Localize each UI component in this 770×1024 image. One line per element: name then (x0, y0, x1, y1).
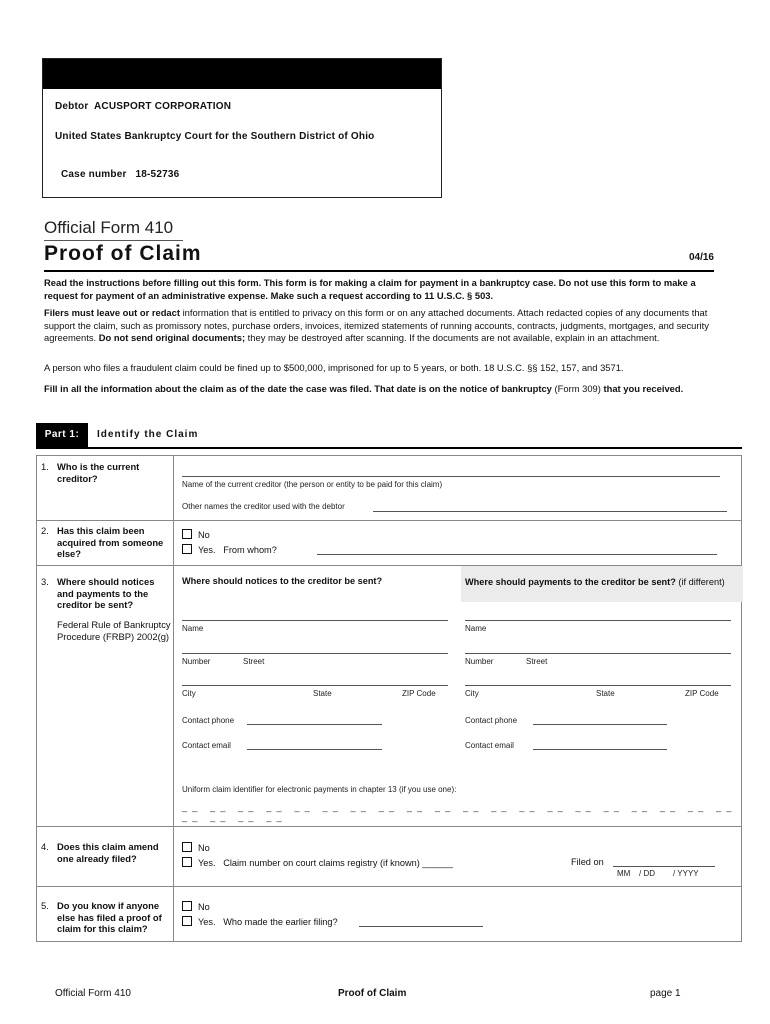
instructions-p3: A person who files a fraudulent claim could be fined up to $500,000, imprisoned for up to 5 years, or both. 18 U.S.C. §§ 152, 157, and 3571. (44, 362, 624, 373)
case-header-box (42, 58, 442, 198)
q4-yes-label: Yes. (198, 858, 216, 868)
other-names-input[interactable] (373, 511, 727, 512)
q4-yes-option[interactable] (182, 857, 453, 868)
uci-label: Uniform claim identifier for electronic payments in chapter 13 (if you use one): (182, 785, 457, 794)
redact-bold: Filers must leave out or redact (44, 307, 180, 318)
debtor-name: ACUSPORT CORPORATION (94, 101, 232, 112)
part-1-rule (36, 447, 742, 449)
q5-yes-checkbox[interactable] (182, 916, 192, 926)
row-divider-1 (37, 520, 741, 521)
q2-yes-checkbox[interactable] (182, 544, 192, 554)
payments-email-input[interactable] (533, 749, 667, 750)
notices-zip-label: ZIP Code (402, 689, 436, 698)
q5-question: Do you know if anyone else has filed a proof of claim for this claim? (57, 900, 162, 934)
case-number: 18-52736 (135, 169, 180, 180)
notices-state-label: State (313, 689, 332, 698)
payments-phone-input[interactable] (533, 724, 667, 725)
payments-heading (465, 576, 737, 588)
payments-zip-label: ZIP Code (685, 689, 719, 698)
row-divider-3 (37, 826, 741, 827)
earlier-filing-label: Who made the earlier filing? (223, 917, 338, 927)
row-divider-4 (37, 886, 741, 887)
q1-question: Who is the current creditor? (57, 461, 140, 484)
notices-city-input[interactable] (182, 685, 448, 686)
form-number: Official Form 410 (44, 218, 174, 237)
q2-yes-label: Yes. (198, 545, 216, 555)
footer-title: Proof of Claim (338, 988, 407, 999)
q2-yes-option[interactable] (182, 544, 277, 555)
fill-in-bold: Fill in all the information about the claim as of the date the case was filed. That date is on the notice of bankruptcy (44, 383, 552, 394)
case-number-line (61, 169, 179, 180)
notices-city-label: City (182, 689, 196, 698)
q2-no-label: No (198, 530, 210, 540)
q5-no-label: No (198, 902, 210, 912)
redact-text: information that is entitled to privacy on this form or on any attached documents. Attach redacted copies of any documents that support the claim, such as promissory notes, purchase orders, invoices, itemized statements of running accounts, contracts, judgments, mortgages, and security agreements. (44, 307, 709, 343)
q4-no-checkbox[interactable] (182, 842, 192, 852)
payments-city-label: City (465, 689, 479, 698)
notices-name-input[interactable] (182, 620, 448, 621)
q4-yes-checkbox[interactable] (182, 857, 192, 867)
case-label: Case number (61, 169, 127, 180)
filed-on-input[interactable] (613, 866, 715, 867)
creditor-name-caption: Name of the current creditor (the person or entity to be paid for this claim) (182, 480, 443, 489)
q5-yes-label: Yes. (198, 917, 216, 927)
form-309-ref: (Form 309) (551, 383, 604, 394)
part-1-title: Identify the Claim (97, 429, 199, 440)
debtor-line (55, 101, 231, 112)
payments-name-label: Name (465, 624, 487, 633)
instructions-p2 (44, 307, 718, 345)
grid-divider (173, 456, 174, 941)
q3-question: Where should notices and payments to the creditor be sent? (57, 576, 155, 610)
part-1-tag: Part 1: (36, 423, 88, 447)
creditor-name-input[interactable] (182, 476, 720, 477)
footer-form-number: Official Form 410 (55, 988, 131, 999)
notices-heading: Where should notices to the creditor be sent? (182, 576, 383, 586)
q2-no-checkbox[interactable] (182, 529, 192, 539)
q4-no-option[interactable] (182, 842, 210, 853)
q5-yes-option[interactable] (182, 916, 338, 927)
instructions-p4 (44, 383, 718, 396)
notices-street-label: Street (243, 657, 265, 666)
part-1-grid (36, 455, 742, 942)
court-name: United States Bankruptcy Court for the Southern District of Ohio (55, 131, 375, 142)
yyyy-caption: / YYYY (673, 869, 699, 878)
notices-email-label: Contact email (182, 741, 231, 750)
q1-number: 1. (41, 461, 49, 472)
notices-email-input[interactable] (247, 749, 382, 750)
payments-city-input[interactable] (465, 685, 731, 686)
payments-heading-bold: Where should payments to the creditor be sent? (465, 577, 676, 587)
payments-number-label: Number (465, 657, 494, 666)
payments-street-input[interactable] (465, 653, 731, 654)
received-bold: that you received. (603, 383, 684, 394)
q4-no-label: No (198, 843, 210, 853)
notices-phone-label: Contact phone (182, 716, 235, 725)
instructions-p1: Read the instructions before filling out this form. This form is for making a claim for payment in a bankruptcy case. Do not use this form to make a request for payment of an administrative expense. Make such a request according to 11 U.S.C. § 503. (44, 277, 696, 301)
form-number-rule (44, 240, 183, 241)
dd-caption: / DD (639, 869, 655, 878)
form-title: Proof of Claim (44, 242, 202, 265)
payments-street-label: Street (526, 657, 548, 666)
from-whom-input[interactable] (317, 554, 717, 555)
payments-heading-rest: (if different) (675, 577, 725, 587)
q2-question: Has this claim been acquired from someone else? (57, 525, 164, 559)
q2-number: 2. (41, 525, 49, 536)
debtor-label: Debtor (55, 101, 89, 112)
q5-no-option[interactable] (182, 901, 210, 912)
q4-number: 4. (41, 841, 49, 852)
notices-street-input[interactable] (182, 653, 448, 654)
other-names-label: Other names the creditor used with the debtor (182, 502, 345, 511)
notices-name-label: Name (182, 624, 204, 633)
frbp-note: Federal Rule of Bankruptcy Procedure (FRBP) 2002(g) (57, 619, 171, 642)
form-revision: 04/16 (688, 252, 714, 263)
payments-name-input[interactable] (465, 620, 731, 621)
payments-email-label: Contact email (465, 741, 514, 750)
mm-caption: MM (617, 869, 631, 878)
earlier-filing-input[interactable] (359, 926, 483, 927)
uci-input[interactable]: __ __ __ __ __ __ __ __ __ __ __ __ __ __ __ __ __ __ __ __ __ __ __ __ (182, 802, 737, 822)
title-rule (44, 270, 714, 272)
filed-on-label: Filed on (571, 857, 604, 867)
footer-page: page 1 (650, 988, 681, 999)
no-originals-text: they may be destroyed after scanning. If the documents are not available, explain in an attachment. (245, 332, 660, 343)
q5-number: 5. (41, 900, 49, 911)
payments-state-label: State (596, 689, 615, 698)
q5-no-checkbox[interactable] (182, 901, 192, 911)
q4-question: Does this claim amend one already filed? (57, 841, 159, 864)
notices-phone-input[interactable] (247, 724, 382, 725)
registry-label: Claim number on court claims registry (if known) ______ (223, 858, 453, 868)
q3-number: 3. (41, 576, 49, 587)
header-black-bar (43, 59, 441, 89)
payments-phone-label: Contact phone (465, 716, 518, 725)
q2-no-option[interactable] (182, 529, 210, 540)
notices-number-label: Number (182, 657, 211, 666)
no-originals-bold: Do not send original documents; (98, 332, 246, 343)
from-whom-label: From whom? (223, 545, 277, 555)
